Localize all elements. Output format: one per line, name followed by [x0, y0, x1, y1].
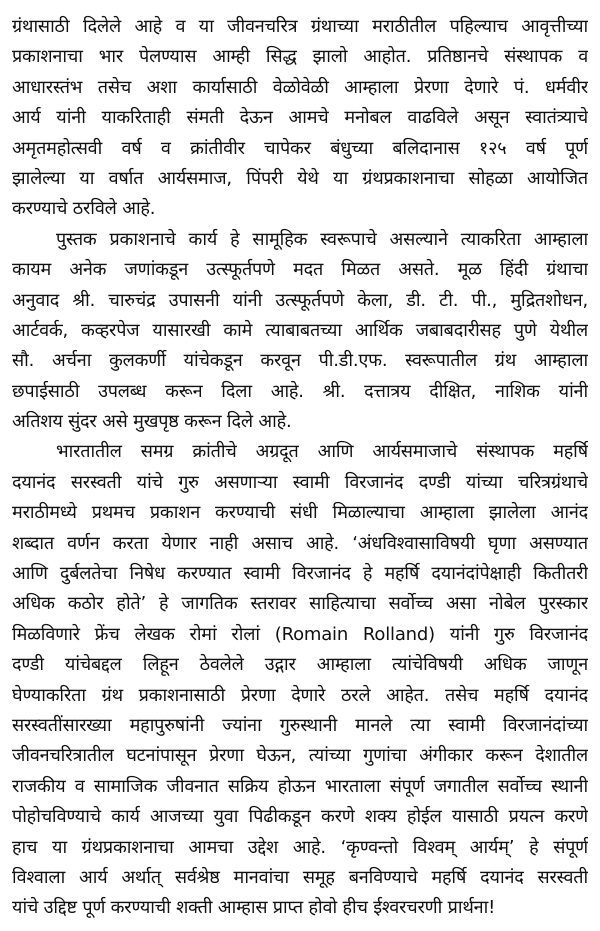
text-line: करण्याचे ठरविले आहे. [12, 198, 156, 220]
text-line: अनुवाद श्री. चारुचंद्र उपासनी यांनी उत्स्फूर्तपणे केला, डी. टी. पी., मुद्रितशोधन, [12, 289, 588, 311]
text-line: राजकीय व सामाजिक जीवनात सक्रिय होऊन भारताला संपूर्ण जगातील सर्वोच्च स्थानी [12, 775, 588, 797]
text-line: दयानंद सरस्वती यांचे गुरु असणाऱ्या स्वामी विरजानंद दण्डी यांच्या चरित्रग्रंथाचे [12, 471, 588, 493]
text-line: जीवनचरित्रातील घटनांपासून प्रेरणा घेऊन, त्यांच्या गुणांचा अंगीकार करून देशातील [12, 745, 588, 767]
text-line: प्रकाशनाचा भार पेलण्यास आम्ही सिद्ध झालो आहोत. प्रतिष्ठानचे संस्थापक व [12, 46, 588, 68]
text-line: अतिशय सुंदर असे मुखपृष्ठ करून दिले आहे. [12, 411, 292, 433]
text-line: ग्रंथासाठी दिलेले आहे व या जीवनचरित्र ग्रंथाच्या मराठीतील पहिल्याच आवृत्तीच्या [12, 16, 588, 37]
text-line: आणि दुर्बलतेचा निषेध करण्यात स्वामी विरजानंद हे महर्षि दयानंदांपेक्षाही कितीतरी [12, 563, 588, 585]
paragraph-publication-intro [12, 12, 588, 225]
text-line: शब्दात वर्णन करता येणार नाही असाच आहे. ‘अंधविश्वासाविषयी घृणा असण्यात [12, 532, 588, 554]
text-line: हाच या ग्रंथप्रकाशनाचा आमचा उद्देश आहे. ‘कृण्वन्तो विश्वम् आर्यम्’ हे संपूर्ण [12, 836, 588, 858]
text-line: मिळविणारे फ्रेंच लेखक रोमां रोलां (Romain Rolland) यांनी गुरु विरजानंद [12, 623, 588, 645]
text-line: यांचे उद्दिष्ट पूर्ण करण्याची शक्ती आम्हास प्राप्त होवो हीच ईश्वरचरणी प्रार्थना! [12, 897, 496, 919]
text-line: पोहोचविण्याचे कार्य आजच्या युवा पिढीकडून करणे शक्य होईल यासाठी प्रयत्न करणे [12, 806, 588, 828]
text-line: अधिक कठोर होते’ हे जागतिक स्तरावर साहित्याचा सर्वोच्च असा नोबेल पुरस्कार [12, 593, 588, 615]
paragraph-purpose [12, 437, 588, 923]
text-line: सौ. अर्चना कुलकर्णी यांचेकडून करवून पी.डी.एफ. स्वरूपातील ग्रंथ आम्हाला [12, 350, 588, 372]
text-line: अमृतमहोत्सवी वर्ष व क्रांतीवीर चापेकर बंधुच्या बलिदानास १२५ वर्ष पूर्ण [12, 137, 588, 159]
text-line: छपाईसाठी उपलब्ध करून दिला आहे. श्री. दत्तात्रय दीक्षित, नाशिक यांनी [12, 380, 588, 402]
text-line: आर्य यांनी याकरिताही संमती देऊन आमचे मनोबल वाढविले असून स्वातंत्र्याचे [12, 107, 588, 129]
paragraph-acknowledgements [12, 225, 588, 438]
text-line: झालेल्या या वर्षात आर्यसमाज, पिंपरी येथे या ग्रंथप्रकाशनाचा सोहळा आयोजित [12, 167, 588, 189]
text-line: आधारस्तंभ तसेच अशा कार्यासाठी वेळोवेळी आम्हाला प्रेरणा देणारे पं. धर्मवीर [12, 76, 588, 98]
text-line: भारतातील समग्र क्रांतीचे अग्रदूत आणि आर्यसमाजाचे संस्थापक महर्षि [56, 441, 588, 463]
text-line: घेण्याकरिता ग्रंथ प्रकाशनासाठी प्रेरणा देणारे ठरले आहेत. तसेच महर्षि दयानंद [12, 684, 588, 706]
text-line: विश्वाला आर्य अर्थात् सर्वश्रेष्ठ मानवांचा समूह बनविण्याचे महर्षि दयानंद सरस्वती [12, 866, 588, 888]
text-line: आर्टवर्क, कव्हरपेज यासारखी कामे त्याबाबतच्या आर्थिक जबाबदारीसह पुणे येथील [12, 319, 588, 341]
text-line: दण्डी यांचेबद्दल लिहून ठेवलेले उद्गार आम्हाला त्यांचेविषयी अधिक जाणून [12, 654, 588, 676]
text-line: पुस्तक प्रकाशनाचे कार्य हे सामूहिक स्वरूपाचे असल्याने त्याकरिता आम्हाला [56, 228, 588, 250]
text-line: सरस्वतींसारख्या महापुरुषांनी ज्यांना गुरुस्थानी मानले त्या स्वामी विरजानंदांच्या [12, 714, 588, 736]
text-line: मराठीमध्ये प्रथमच प्रकाशन करण्याची संधी मिळाल्याचा आम्हाला झालेला आनंद [12, 502, 588, 524]
text-line: कायम अनेक जणांकडून उत्स्फूर्तपणे मदत मिळत असते. मूळ हिंदी ग्रंथाचा [12, 259, 588, 281]
